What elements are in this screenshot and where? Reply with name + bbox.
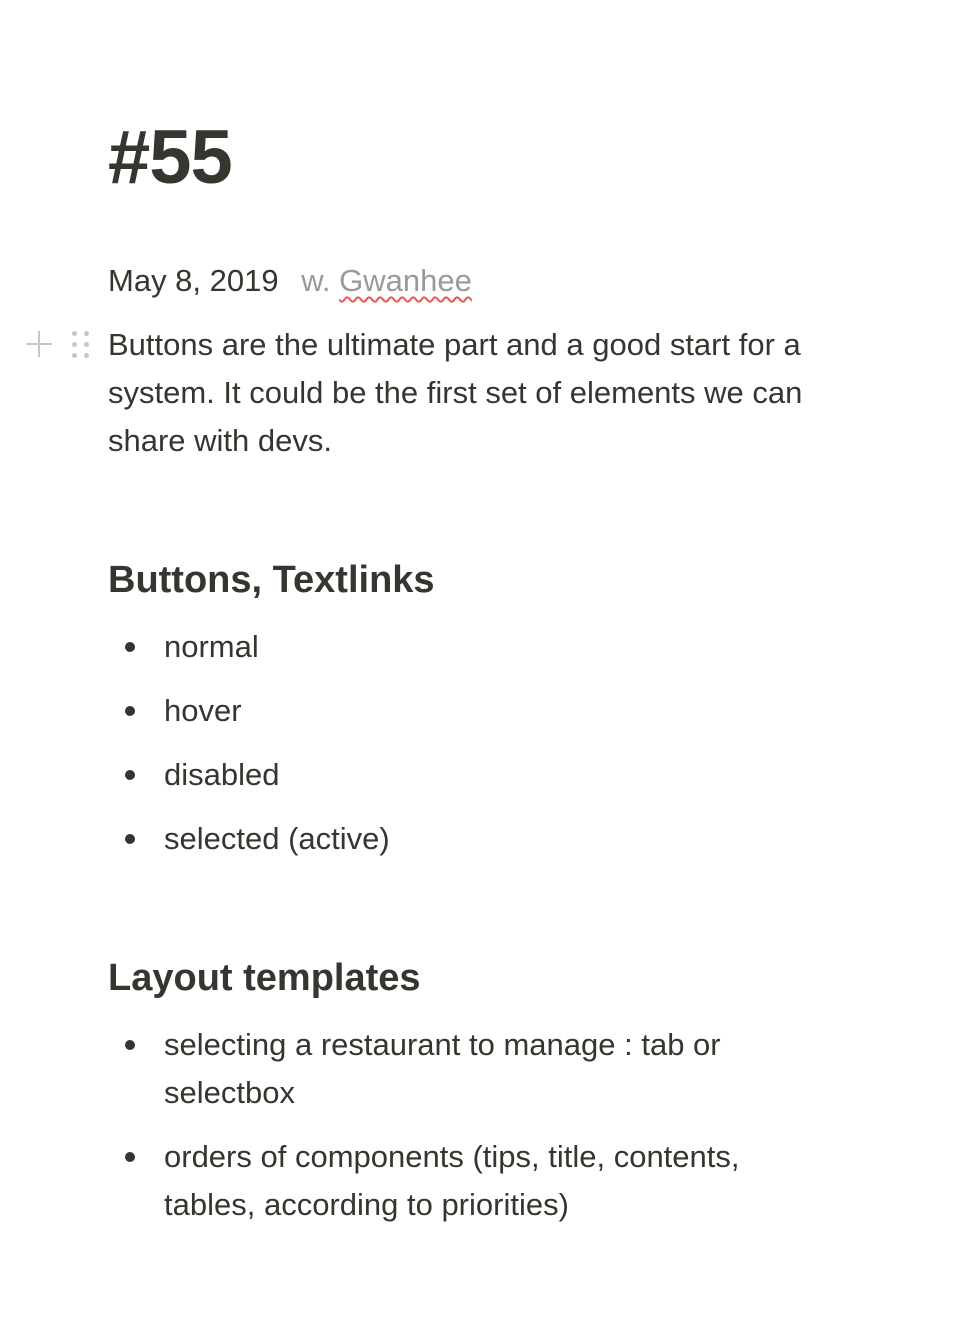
section-heading-layout[interactable]: Layout templates [108,957,421,999]
list-item-text: orders of components (tips, title, contents, tables, according to priorities) [164,1139,740,1222]
intro-paragraph[interactable]: Buttons are the ultimate part and a good start for a system. It could be the first set of elements we can share with devs. [108,327,803,458]
list-item[interactable] [108,687,808,735]
section-heading-buttons[interactable]: Buttons, Textlinks [108,559,435,601]
list-item[interactable] [108,751,808,799]
list-item-text: selected (active) [164,821,390,856]
bullet-icon [125,642,135,652]
bullet-list-layout [108,1021,808,1245]
list-item-text: hover [164,693,242,728]
post-date[interactable]: May 8, 2019 [108,263,279,298]
bullet-list-buttons [108,623,808,879]
block-handles [24,328,90,360]
author-byline[interactable] [301,263,472,298]
plus-icon[interactable] [24,329,54,359]
drag-handle-icon[interactable] [72,329,90,359]
page-meta [108,262,472,299]
list-item[interactable] [108,1021,808,1117]
list-item[interactable] [108,815,808,863]
bullet-icon [125,1040,135,1050]
list-item-text: selecting a restaurant to manage : tab or selectbox [164,1027,721,1110]
list-item[interactable] [108,1133,808,1229]
author-name: Gwanhee [339,263,472,298]
bullet-icon [125,770,135,780]
bullet-icon [125,834,135,844]
bullet-icon [125,706,135,716]
list-item-text: normal [164,629,259,664]
author-prefix: w. [301,263,331,298]
list-item-text: disabled [164,757,280,792]
list-item[interactable] [108,623,808,671]
page-title[interactable]: #55 [108,115,232,200]
bullet-icon [125,1152,135,1162]
